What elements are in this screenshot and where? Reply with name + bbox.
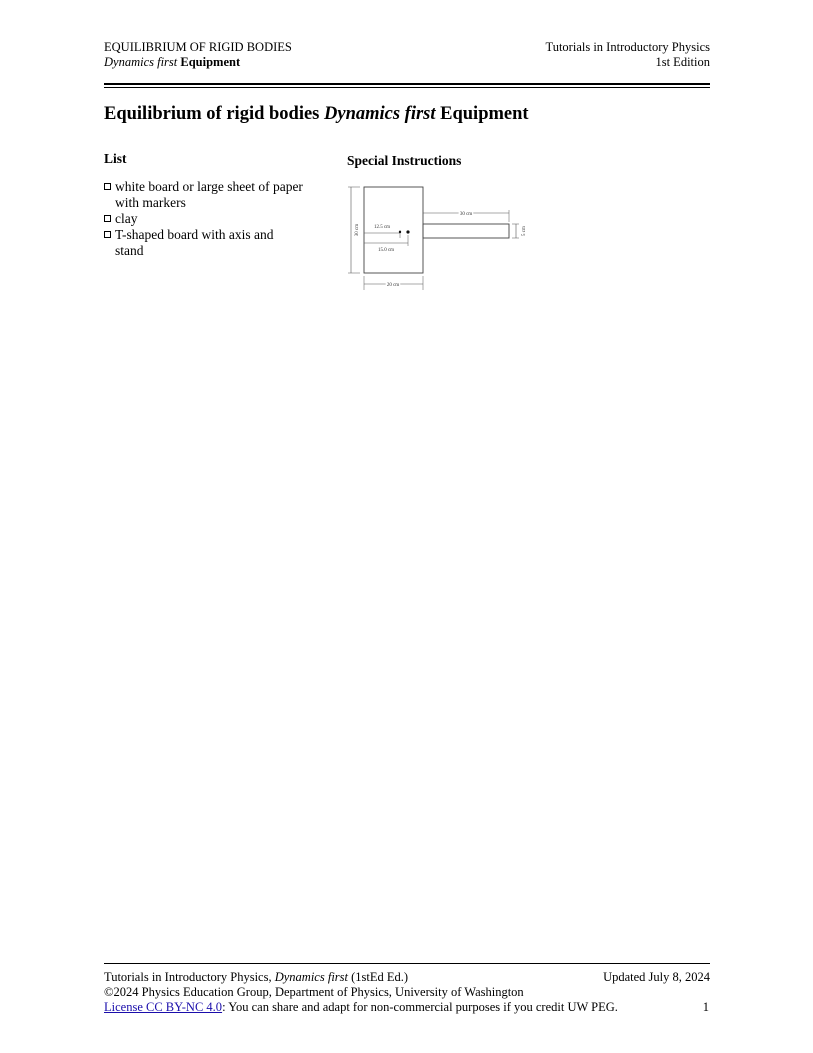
arm-length-label: 30 cm — [459, 212, 473, 217]
distance-b-label: 15.0 cm — [377, 248, 395, 253]
list-heading: List — [104, 151, 127, 166]
footer-license: License CC BY-NC 4.0: You can share and adapt for non-commercial purposes if you credit UW PEG. — [104, 1000, 618, 1014]
header-edition: 1st Edition — [655, 55, 710, 69]
header-rule-thin — [104, 87, 710, 88]
checkbox-icon — [104, 215, 111, 222]
arm-width-label: 5 cm — [522, 226, 527, 236]
checkbox-icon — [104, 183, 111, 190]
header-section-title: Dynamics first Equipment — [104, 55, 241, 69]
header-rule-thick — [104, 83, 710, 85]
axis-point-b — [406, 230, 409, 233]
equipment-list — [104, 179, 304, 259]
height-label: 30 cm — [355, 223, 360, 237]
special-instructions-heading: Special Instructions — [347, 153, 462, 168]
list-item: T-shaped board with axis and stand — [104, 227, 304, 259]
distance-a-label: 12.5 cm — [373, 225, 391, 230]
running-header-left — [104, 40, 292, 70]
page-number: 1 — [702, 1000, 709, 1014]
checkbox-icon — [104, 231, 111, 238]
width-label: 20 cm — [386, 283, 400, 288]
board-arm — [423, 224, 509, 238]
footer-updated-date: Updated July 8, 2024 — [603, 970, 710, 984]
page-title: Equilibrium of rigid bodies Dynamics first Equipment — [104, 104, 529, 124]
board-rectangle — [364, 187, 423, 273]
list-item: white board or large sheet of paper with markers — [104, 179, 304, 211]
t-board-diagram — [346, 180, 536, 295]
page-footer — [104, 970, 618, 1015]
header-chapter-title: EQUILIBRIUM OF RIGID BODIES — [104, 40, 292, 54]
running-header-right — [546, 40, 710, 70]
axis-point-a — [399, 231, 401, 233]
header-book-title: Tutorials in Introductory Physics — [545, 40, 710, 54]
footer-copyright: ©2024 Physics Education Group, Department of Physics, University of Washington — [104, 985, 524, 999]
list-item: clay — [104, 211, 304, 227]
footer-citation: Tutorials in Introductory Physics, Dynamics first (1stEd Ed.) — [104, 970, 409, 984]
license-link[interactable]: License CC BY-NC 4.0 — [104, 1000, 223, 1014]
footer-rule — [104, 963, 710, 964]
